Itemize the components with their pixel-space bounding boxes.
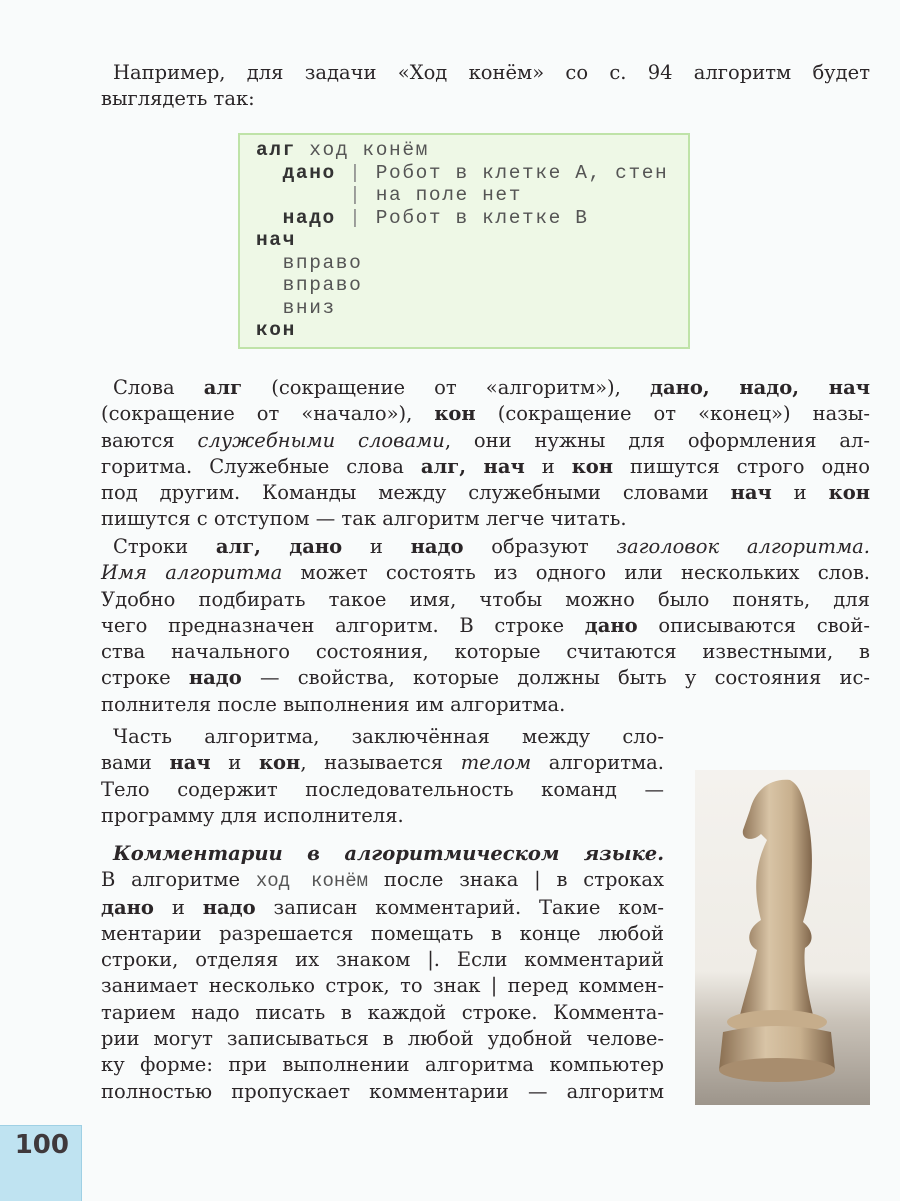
algorithm-code-box [238,133,690,349]
text-run: Например, для задачи «Ход конём» со с. 94 алгоритм будет [113,61,870,84]
code-line [256,229,668,252]
text-run: ментарии разрешается помещать в конце любой [101,921,664,945]
text-line [101,803,664,829]
text-run: полностью пропускает комментарии — алгоритм [101,1079,664,1103]
text-run: под другим. Команды между служебными словами [101,481,731,505]
text-line [101,921,664,947]
paragraph [101,375,870,533]
text-run: рии могут записываться в любой удобной челове- [101,1027,664,1051]
text-run: горитма. Служебные слова [101,454,421,478]
keyword-bold: надо [410,535,464,558]
text-line [101,60,870,86]
text-line [101,506,870,532]
term-italic: служебными словами [197,428,445,452]
keyword-bold: кон [571,454,614,478]
keyword-bold: дано, надо, нач [649,376,870,399]
keyword-bold: надо [188,666,242,690]
text-run: чего предназначен алгоритм. В строке [101,613,585,637]
text-line [101,587,870,613]
page-number-box [0,1125,82,1201]
text-run: образуют [463,535,617,558]
text-run: алгоритма. [531,751,665,775]
text-run: может состоять из одного или нескольких слов. [282,561,870,585]
text-run: Строки [113,535,216,558]
text-line [101,724,664,750]
text-line [101,692,870,718]
text-run: пишутся строго одно [613,454,870,478]
text-line [101,401,870,427]
code-keyword [256,184,336,206]
chess-knight-icon [695,770,870,1105]
keyword-bold: кон [258,751,301,775]
text-run: (сокращение от «алгоритм»), [242,376,650,399]
keyword-bold: кон [434,402,476,426]
text-line [101,454,870,480]
keyword-bold: кон [828,481,870,505]
text-run: и [524,454,572,478]
term-italic: Имя алгоритма [101,561,283,585]
text-line [101,1000,664,1026]
chess-knight-photo [695,770,870,1105]
code-line [256,207,668,230]
text-line [101,428,870,454]
code-line [256,162,668,185]
text-run: пишутся с отступом — так алгоритм легче читать. [101,507,627,531]
code-keyword: надо [256,206,336,229]
text-run: ку форме: при выполнении алгоритма компьютер [101,1053,664,1077]
text-line [101,947,664,973]
keyword-bold: алг, нач [420,454,525,478]
code-line [256,319,668,342]
text-run: , называется [300,751,461,775]
text-line [101,639,870,665]
paragraph [101,534,870,718]
text-run: полнителя после выполнения им алгоритма. [101,692,566,716]
text-run: записан комментарий. Такие ком- [255,895,664,919]
text-line [101,750,664,776]
keyword-bold: нач [730,481,772,505]
code-line [256,297,668,320]
code-keyword: кон [256,319,296,341]
text-run: выглядеть так: [101,87,255,111]
keyword-bold: алг [203,376,243,399]
text-line [101,480,870,506]
keyword-bold: надо [202,895,256,919]
text-run: тарием надо писать в каждой строке. Коммента- [101,1000,664,1024]
code-command: вправо [256,251,363,274]
text-run: , они нужны для оформления ал- [444,428,871,452]
code-line [256,274,668,297]
comment-separator: | [335,161,376,184]
text-line [101,560,870,586]
code-line [256,252,668,275]
code-text: ход конём [295,139,429,161]
text-run: ваются [101,428,198,452]
code-keyword: дано [256,161,336,184]
text-run: В алгоритме [101,868,256,892]
text-run: строки, отделяя их знаком |. Если комментарий [101,948,664,972]
text-line [101,534,870,560]
code-line [256,139,668,162]
keyword-bold: дано [584,613,638,637]
comment-separator: | [335,184,376,206]
text-run: и [210,751,259,775]
code-comment: Робот в клетке В [375,206,589,229]
text-line [101,841,664,867]
text-run: вами [101,751,170,775]
keyword-bold: алг, дано [215,535,343,558]
term-italic: заголовок алгоритма. [616,535,871,558]
comment-separator: | [335,206,376,229]
text-run: Удобно подбирать такое имя, чтобы можно было понять, для [101,587,870,611]
text-line [101,973,664,999]
text-run: описываются свой- [637,613,871,637]
text-line [101,86,870,112]
paragraph [101,60,870,113]
text-run: и [771,481,829,505]
text-line [101,1079,664,1105]
text-line [101,1026,664,1052]
paragraph [101,841,664,1105]
code-line [256,184,668,207]
page-number: 100 [14,1130,69,1160]
text-run: и [153,895,203,919]
text-run: — свойства, которые должны быть у состояния ис- [241,666,870,690]
algorithm-code [256,139,668,342]
text-run: программу для исполнителя. [101,803,404,827]
code-keyword: алг [256,139,296,161]
text-line [101,613,870,639]
section-heading: Комментарии в алгоритмическом языке. [113,842,664,865]
code-comment: Робот в клетке А, стен [375,161,669,184]
text-line [101,867,664,894]
text-run: Тело содержит последовательность команд — [101,777,664,801]
text-run: и [342,535,411,558]
inline-code: ход конём [255,870,369,893]
text-run: занимает несколько строк, то знак | перед коммен- [101,974,664,998]
text-run: ства начального состояния, которые считаются известными, в [101,640,870,664]
keyword-bold: нач [169,751,211,775]
text-run: Часть алгоритма, заключённая между сло- [113,725,664,748]
code-command: вправо [256,274,363,296]
keyword-bold: дано [101,895,154,919]
code-comment: на поле нет [375,184,523,206]
text-line [101,1052,664,1078]
text-line [101,665,870,691]
code-keyword: нач [256,229,296,251]
text-line [101,895,664,921]
code-command: вниз [256,296,336,319]
text-run: строке [101,666,189,690]
text-run: (сокращение от «начало»), [101,402,435,426]
term-italic: телом [460,751,532,775]
paragraph [101,724,664,829]
text-run: после знака | в строках [368,868,664,892]
text-line [101,375,870,401]
text-line [101,777,664,803]
text-run: (сокращение от «конец») назы- [475,402,870,426]
text-run: Слова [113,376,204,399]
